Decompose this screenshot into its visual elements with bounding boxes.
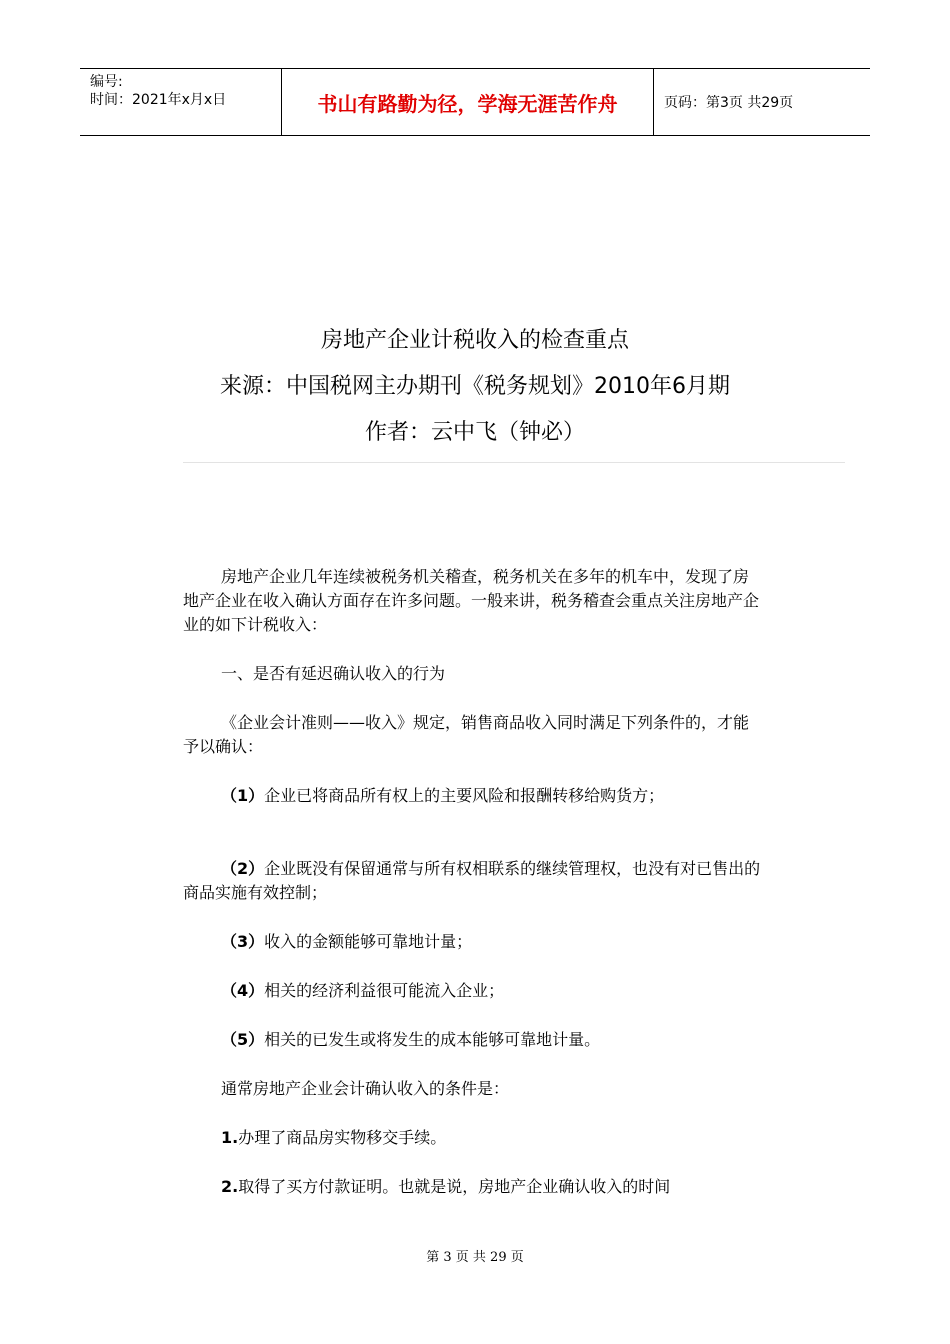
date-line: 时间：2021年x月x日 bbox=[90, 92, 227, 108]
condition-item-4: （4）相关的经济利益很可能流入企业； bbox=[221, 981, 505, 1000]
condition-item-1: （1）企业已将商品所有权上的主要风险和报酬转移给购货方； bbox=[221, 786, 665, 805]
numbered-item-2: 2.取得了买方付款证明。也就是说，房地产企业确认收入的时间 bbox=[221, 1177, 671, 1196]
header-meta bbox=[80, 69, 282, 135]
document-title: 房地产企业计税收入的检查重点 bbox=[320, 328, 629, 353]
condition-item-5: （5）相关的已发生或将发生的成本能够可靠地计量。 bbox=[221, 1030, 601, 1049]
document-body bbox=[183, 565, 763, 1199]
header-page-info: 页码：第3页 共29页 bbox=[664, 95, 794, 111]
code-label: 编号: bbox=[90, 74, 123, 90]
condition-item-3: （3）收入的金额能够可靠地计量； bbox=[221, 932, 473, 951]
numbered-item-1: 1.办理了商品房实物移交手续。 bbox=[221, 1128, 447, 1147]
condition-item-2: （2）企业既没有保留通常与所有权相联系的继续管理权，也没有对已售出的商品实施有效控制； bbox=[183, 859, 761, 902]
document-source: 来源：中国税网主办期刊《税务规划》2010年6月期 bbox=[220, 374, 730, 399]
paragraph-standard: 《企业会计准则——收入》规定，销售商品收入同时满足下列条件的，才能予以确认： bbox=[183, 713, 750, 756]
section-heading-1: 一、是否有延迟确认收入的行为 bbox=[221, 664, 446, 683]
paragraph-intro: 房地产企业几年连续被税务机关稽查，税务机关在多年的机车中，发现了房地产企业在收入确认方面存在许多问题。一般来讲，税务稽查会重点关注房地产企业的如下计税收入： bbox=[183, 567, 760, 634]
page-footer: 第 3 页 共 29 页 bbox=[426, 1250, 524, 1265]
title-divider bbox=[183, 462, 845, 463]
title-block bbox=[0, 318, 950, 456]
header-motto: 书山有路勤为径，学海无涯苦作舟 bbox=[282, 69, 654, 135]
document-header bbox=[80, 68, 870, 136]
document-author: 作者：云中飞（钟必） bbox=[364, 420, 585, 445]
paragraph-conditions: 通常房地产企业会计确认收入的条件是： bbox=[221, 1079, 510, 1098]
